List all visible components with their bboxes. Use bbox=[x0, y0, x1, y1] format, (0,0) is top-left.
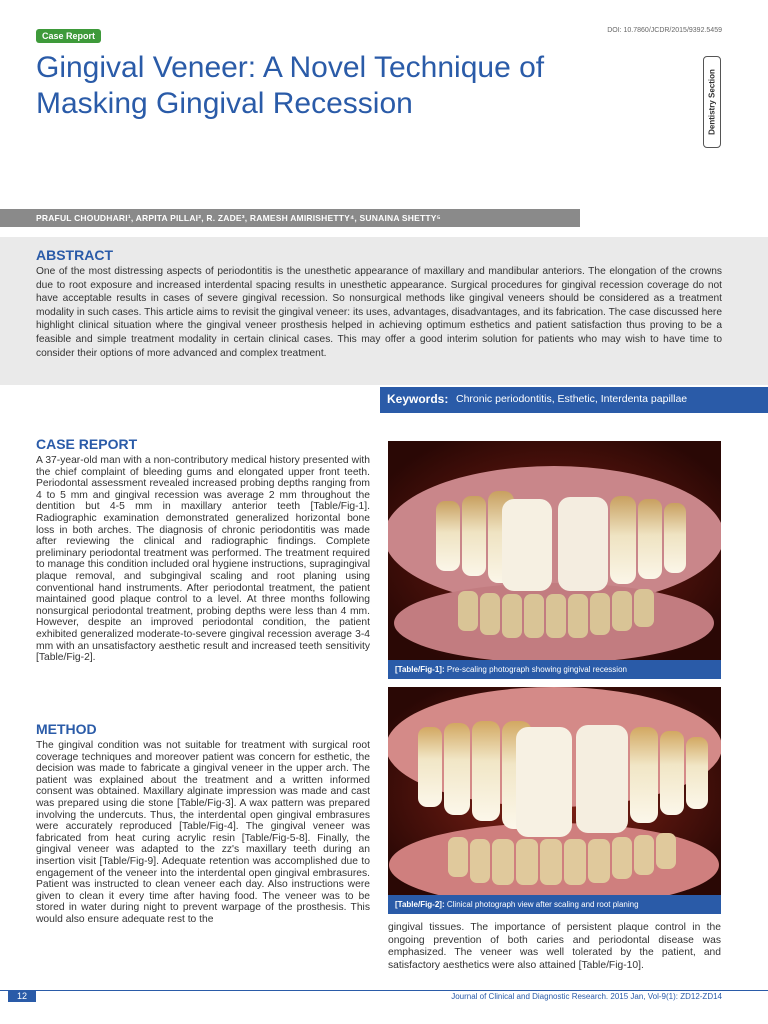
figure-1-label: [Table/Fig-1]: bbox=[395, 665, 445, 674]
article-title: Gingival Veneer: A Novel Technique of Masking Gingival Recession bbox=[36, 51, 545, 120]
page-number: 12 bbox=[8, 991, 36, 1002]
keywords-bar bbox=[380, 387, 768, 413]
case-report-text: A 37-year-old man with a non-contributory medical history presented with the chief complaint of bleeding gums and elongated upper front teeth. Periodontal assessment revealed increased probing depths ranging from 4 to 5 mm and gingival recession was average 2 mm throughout the dentition but 4-5 mm in maxillary anterior teeth [Table/Fig-1]. Radiographic examination demonstrated generalized horizontal bone loss in both arches. The diagnosis of chronic periodontitis was made after reviewing the clinical and radiographic findings. Complete preliminary periodontal treatment was performed. The treatment required to manage this condition included oral hygiene instructions, supragingival plaque removal, and subgingival scaling and root planing using conventional hand instruments. After periodontal treatment, the patient maintained good plaque control to a level. At three months following nonsurgical periodontal treatment, probing depths were less than 4 mm. However, despite an improved periodontal condition, the patient exhibited generalized moderate-to-severe gingival recession average 3-4 mm with an unsatisfactory aesthetic result and increased teeth sensitivity [Table/Fig-2]. bbox=[36, 455, 370, 664]
figure-2-caption-text: Clinical photograph view after scaling and root planing bbox=[446, 900, 639, 909]
teeth-photo-1 bbox=[388, 441, 721, 660]
figure-2-caption bbox=[388, 895, 721, 914]
figure-1-caption bbox=[388, 660, 721, 679]
keywords-label: Keywords: bbox=[387, 392, 449, 406]
abstract-heading: ABSTRACT bbox=[36, 247, 113, 263]
article-type-badge: Case Report bbox=[36, 29, 101, 43]
method-text: The gingival condition was not suitable for treatment with surgical root coverage techniques and moreover patient was concern for esthetic, the decision was made to fabricate a gingival veneer in the upper arch. The patient was explained about the treatment and a written informed consent was obtained. Maxillary alginate impression was made and cast was prepared using die stone [Table/Fig-3]. A wax pattern was prepared involving the undercuts. Thus, the interdental open gingival embrasures were accurately reproduced [Table/Fig-4]. The gingival veneer was fabricated from heat curing acrylic resin [Table/Fig-5-8]. Finally, the gingival veneer was adapted to the zz's maxillary teeth during an insertion visit [Table/Fig-9]. Adequate retention was accomplished due to engagement of the veneer into the interdental open gingival embrasures. Patient was instructed to clean veneer each day. Also instructions were given to clean it every time after having food. The veneer was to be stored in water during night to prevent warpage of the prosthesis. This would also ensure adequate rest to the bbox=[36, 740, 370, 925]
teeth-photo-2 bbox=[388, 687, 721, 895]
authors-list: PRAFUL CHOUDHARI¹, ARPITA PILLAI², R. ZADE³, RAMESH AMIRISHETTY⁴, SUNAINA SHETTY⁵ bbox=[36, 213, 441, 223]
section-tab bbox=[703, 56, 721, 148]
continued-text: gingival tissues. The importance of persistent plaque control in the ongoing prevention of both caries and periodontal disease was emphasized. The veneer was well tolerated by the patient, and satisfactory aesthetics were also attained [Table/Fig-10]. bbox=[388, 922, 721, 971]
keywords-text: Chronic periodontitis, Esthetic, Interdenta papillae bbox=[456, 393, 688, 405]
figure-1-photo bbox=[388, 441, 721, 660]
section-label: Dentistry Section bbox=[707, 69, 717, 135]
doi-text[interactable]: DOI: 10.7860/JCDR/2015/9392.5459 bbox=[607, 27, 722, 34]
method-heading: METHOD bbox=[36, 721, 97, 737]
footer-divider bbox=[0, 990, 768, 991]
journal-citation: Journal of Clinical and Diagnostic Research. 2015 Jan, Vol-9(1): ZD12-ZD14 bbox=[451, 992, 722, 1001]
authors-bar bbox=[0, 209, 580, 227]
figure-2-photo bbox=[388, 687, 721, 895]
figure-2-label: [Table/Fig-2]: bbox=[395, 900, 445, 909]
case-report-heading: CASE REPORT bbox=[36, 436, 138, 452]
abstract-text: One of the most distressing aspects of periodontitis is the unesthetic appearance of maxillary and mandibular anteriors. The elongation of the crowns due to root exposure and increased interdental spacing results in unesthetic appearance. Surgical procedures for gingival recession coverage do not have acceptable results in cases of severe gingival recession. So nonsurgical methods like gingival veneers should be considered as a treatment modality in such cases. This article aims to revisit the gingival veneer: its uses, advantages, disadvantages, and its fabrication. The case discussed here highlight clinical situation where the gingival veneer prosthesis helped in achieving optimum esthetics and patient satisfaction thus proving to be a feasible and simple treatment modality in certain clinical cases. This may offer a good interim solution for patients who may wish to have time to consider their options of more advanced and complex treatment. bbox=[36, 266, 722, 359]
figure-1-caption-text: Pre-scaling photograph showing gingival recession bbox=[446, 665, 627, 674]
